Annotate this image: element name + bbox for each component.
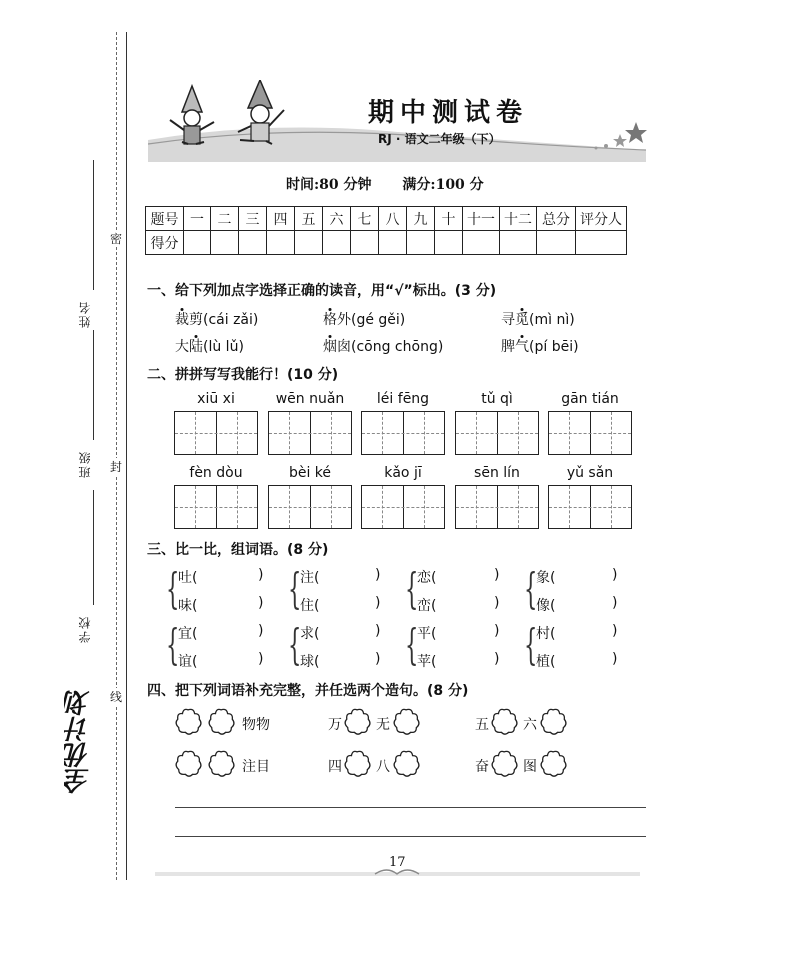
brace-icon: {	[405, 620, 419, 669]
word-item-close: )	[258, 567, 264, 583]
pinyin-label: léi fēng	[376, 391, 430, 407]
writing-grid[interactable]	[455, 411, 539, 455]
word-item-close: )	[375, 595, 381, 611]
word-item[interactable]: 恋(	[417, 570, 437, 586]
word-item-close: )	[494, 595, 500, 611]
word-item-close: )	[258, 595, 264, 611]
word-item-close: )	[494, 567, 500, 583]
writing-grid[interactable]	[268, 485, 352, 529]
table-cell: 总分	[537, 207, 576, 231]
idiom-text: 六	[523, 717, 537, 733]
page-title: 期中测试卷	[368, 98, 529, 128]
flower-blank-icon[interactable]	[540, 708, 568, 736]
score-table-score-row	[146, 231, 627, 255]
school-blank[interactable]	[93, 490, 94, 605]
score-cell[interactable]	[295, 231, 323, 255]
flower-blank-icon[interactable]	[491, 750, 519, 778]
score-cell[interactable]	[267, 231, 295, 255]
word-item[interactable]: 村(	[536, 626, 556, 642]
score-cell[interactable]	[323, 231, 351, 255]
writing-grid[interactable]	[455, 485, 539, 529]
binding-dashed-line	[116, 32, 117, 880]
word-item[interactable]: 味(	[178, 598, 198, 614]
idiom-text: 图	[523, 759, 537, 775]
table-cell: 九	[407, 207, 435, 231]
score-cell[interactable]	[407, 231, 435, 255]
word-item-close: )	[612, 595, 618, 611]
word-item-close: )	[258, 651, 264, 667]
word-item-close: )	[494, 651, 500, 667]
idiom-text: 无	[376, 717, 390, 733]
word-item[interactable]: 象(	[536, 570, 556, 586]
score-cell[interactable]	[379, 231, 407, 255]
word-item[interactable]: 像(	[536, 598, 556, 614]
score-cell[interactable]	[435, 231, 463, 255]
star-icon	[625, 122, 647, 143]
class-label: 班级	[78, 450, 92, 478]
page-number: 17	[389, 855, 406, 870]
word-item-close: )	[375, 651, 381, 667]
table-cell: 评分人	[576, 207, 627, 231]
seal-mark-xian: 线	[110, 690, 123, 704]
table-cell: 十	[435, 207, 463, 231]
pinyin-label: tǔ qì	[481, 391, 513, 407]
pinyin-label: wēn nuǎn	[275, 391, 345, 407]
word-item[interactable]: 球(	[300, 654, 320, 670]
word-item-close: )	[612, 623, 618, 639]
score-cell[interactable]	[351, 231, 379, 255]
pinyin-label: gān tián	[561, 391, 619, 407]
pinyin-label: bèi ké	[288, 465, 332, 481]
idiom-text: 奋	[475, 759, 489, 775]
score-cell[interactable]	[184, 231, 211, 255]
table-cell: 二	[211, 207, 239, 231]
binding-solid-line	[126, 32, 127, 880]
score-table	[145, 206, 627, 255]
pinyin-label: sēn lín	[474, 465, 520, 481]
score-cell[interactable]	[239, 231, 267, 255]
time-limit: 时间:80 分钟	[286, 177, 372, 193]
table-cell: 四	[267, 207, 295, 231]
pinyin-label: fèn dòu	[189, 465, 243, 481]
brace-icon: {	[288, 564, 302, 613]
flower-blank-icon[interactable]	[208, 708, 236, 736]
flower-blank-icon[interactable]	[344, 708, 372, 736]
brace-icon: {	[524, 564, 538, 613]
brand-logo: 全优计划	[64, 690, 94, 794]
word-item[interactable]: 求(	[300, 626, 320, 642]
word-item-close: )	[494, 623, 500, 639]
word-item[interactable]: 注(	[300, 570, 320, 586]
score-cell[interactable]	[463, 231, 500, 255]
name-blank[interactable]	[93, 160, 94, 290]
score-cell[interactable]	[537, 231, 576, 255]
pinyin-label: kǎo jī	[384, 465, 422, 481]
pronunciation-item[interactable]: 大陆(lù lǔ)	[175, 339, 244, 355]
word-item[interactable]: 植(	[536, 654, 556, 670]
writing-grid[interactable]	[268, 411, 352, 455]
pinyin-label: yǔ sǎn	[566, 465, 614, 481]
flower-blank-icon[interactable]	[175, 708, 203, 736]
seal-mark-mi: 密	[110, 232, 123, 246]
word-item-close: )	[375, 623, 381, 639]
word-item-close: )	[612, 567, 618, 583]
word-item[interactable]: 平(	[417, 626, 437, 642]
idiom-text: 注目	[242, 759, 270, 775]
writing-grid[interactable]	[548, 411, 632, 455]
table-cell: 五	[295, 207, 323, 231]
full-score: 满分:100 分	[402, 177, 484, 193]
word-item[interactable]: 吐(	[178, 570, 198, 586]
idiom-text: 物物	[242, 717, 270, 733]
word-item[interactable]: 宜(	[178, 626, 198, 642]
word-item[interactable]: 住(	[300, 598, 320, 614]
table-cell: 题号	[146, 207, 184, 231]
table-cell: 十一	[463, 207, 500, 231]
score-table-header-row	[146, 207, 627, 231]
pronunciation-item[interactable]: 脾气(pí bēi)	[501, 339, 579, 355]
table-cell: 一	[184, 207, 211, 231]
flower-blank-icon[interactable]	[175, 750, 203, 778]
pronunciation-item[interactable]: 烟囱(cōng chōng)	[323, 339, 444, 355]
answer-line[interactable]	[175, 807, 646, 808]
word-item-close: )	[612, 651, 618, 667]
word-item-close: )	[258, 623, 264, 639]
table-cell: 十二	[500, 207, 537, 231]
brace-icon: {	[166, 620, 180, 669]
table-cell: 三	[239, 207, 267, 231]
flower-blank-icon[interactable]	[393, 750, 421, 778]
word-item-close: )	[375, 567, 381, 583]
pinyin-label: xiū xi	[197, 391, 235, 407]
idiom-text: 万	[328, 717, 342, 733]
flower-blank-icon[interactable]	[491, 708, 519, 736]
section-3-heading: 三、比一比，组词语。(8 分)	[147, 542, 329, 558]
idiom-text: 五	[475, 717, 489, 733]
section-1-heading: 一、给下列加点字选择正确的读音，用“√”标出。(3 分)	[147, 283, 497, 299]
flower-blank-icon[interactable]	[540, 750, 568, 778]
pronunciation-item[interactable]: 裁剪(cái zǎi)	[175, 312, 259, 328]
writing-grid[interactable]	[174, 411, 258, 455]
score-cell[interactable]	[211, 231, 239, 255]
section-2-heading: 二、拼拼写写我能行！(10 分)	[147, 367, 339, 383]
brace-icon: {	[166, 564, 180, 613]
answer-line[interactable]	[175, 836, 646, 837]
school-label: 学校	[78, 615, 92, 643]
word-item[interactable]: 谊(	[178, 654, 198, 670]
flower-blank-icon[interactable]	[208, 750, 236, 778]
brace-icon: {	[524, 620, 538, 669]
table-cell: 六	[323, 207, 351, 231]
page-subtitle: RJ · 语文二年级（下）	[378, 132, 501, 146]
pronunciation-item[interactable]: 格外(gé gěi)	[323, 312, 406, 328]
section-4-heading: 四、把下列词语补充完整，并任选两个造句。(8 分)	[147, 683, 469, 699]
writing-grid[interactable]	[548, 485, 632, 529]
writing-grid[interactable]	[361, 485, 445, 529]
table-cell: 得分	[146, 231, 184, 255]
score-cell[interactable]	[576, 231, 627, 255]
exam-info	[286, 174, 510, 194]
name-label: 姓名	[78, 300, 92, 328]
table-cell: 八	[379, 207, 407, 231]
idiom-text: 四	[328, 759, 342, 775]
brace-icon: {	[405, 564, 419, 613]
seal-mark-feng: 封	[110, 460, 123, 474]
star-icon	[613, 134, 627, 147]
score-cell[interactable]	[500, 231, 537, 255]
pronunciation-item[interactable]: 寻觅(mì nì)	[501, 312, 575, 328]
table-cell: 七	[351, 207, 379, 231]
word-item[interactable]: 苹(	[417, 654, 437, 670]
class-blank[interactable]	[93, 330, 94, 440]
flower-blank-icon[interactable]	[393, 708, 421, 736]
brace-icon: {	[288, 620, 302, 669]
flower-blank-icon[interactable]	[344, 750, 372, 778]
writing-grid[interactable]	[361, 411, 445, 455]
idiom-text: 八	[376, 759, 390, 775]
word-item[interactable]: 峦(	[417, 598, 437, 614]
writing-grid[interactable]	[174, 485, 258, 529]
